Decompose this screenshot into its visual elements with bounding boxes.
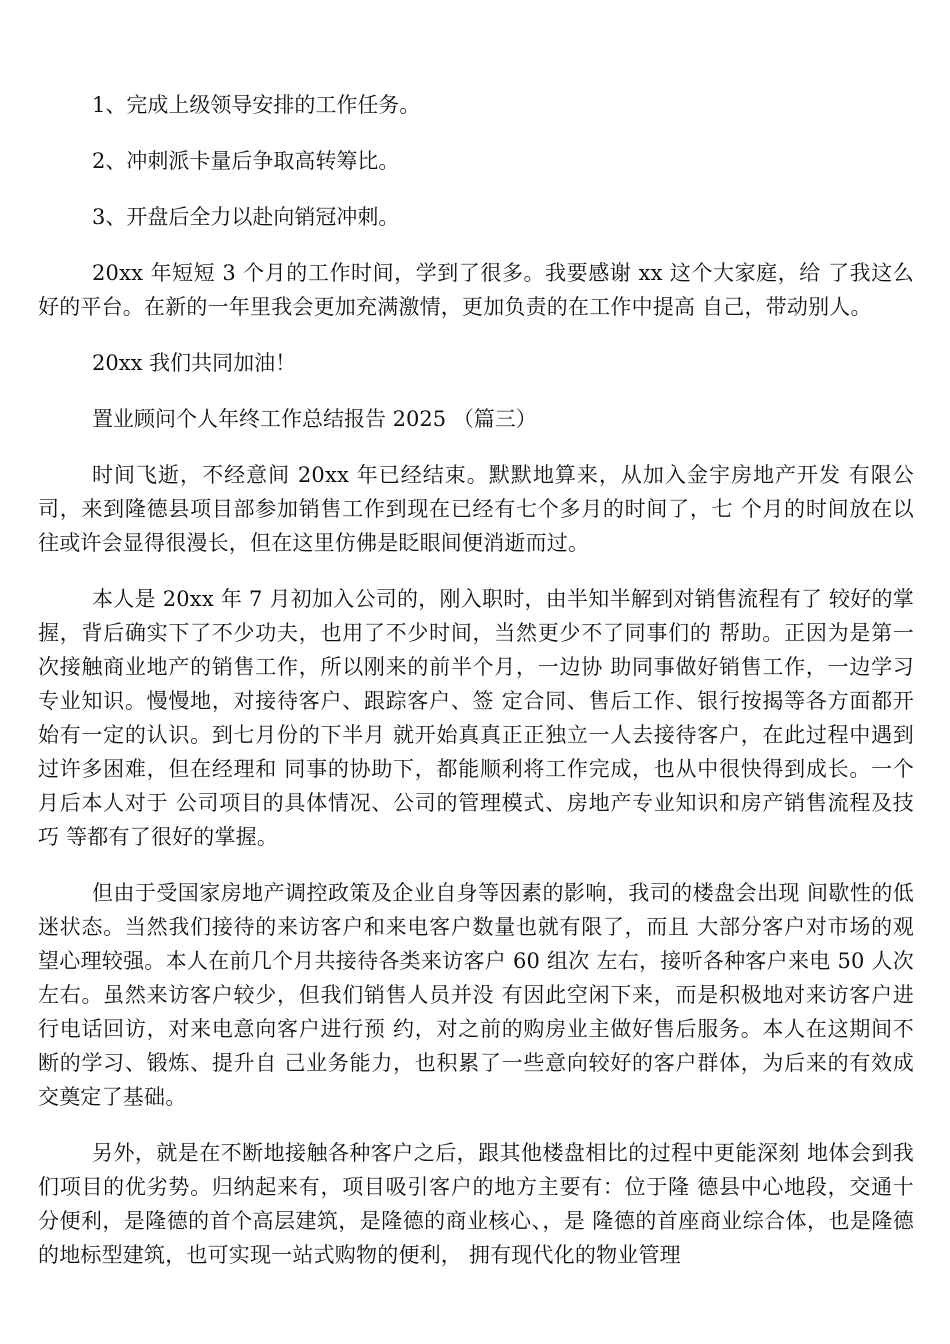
paragraph: 时间飞逝，不经意间 20xx 年已经结束。默默地算来，从加入金宇房地产开发 有限公司，来到隆德县项目部参加销售工作到现在已经有七个多月的时间了，七 个月的时间放在以往或许会显得很漫长，但在这里仿佛是眨眼间便消逝而过。 [38,463,914,555]
list-item: 1、完成上级领导安排的工作任务。 [92,93,421,117]
slogan-line: 20xx 我们共同加油！ [92,351,297,375]
paragraph: 20xx 年短短 3 个月的工作时间，学到了很多。我要感谢 xx 这个大家庭，给 了我这么好的平台。在新的一年里我会更加充满激情，更加负责的在工作中提高 自己，带动别人。 [38,261,914,319]
paragraph: 本人是 20xx 年 7 月初加入公司的，刚入职时，由半知半解到对销售流程有了 较好的掌握，背后确实下了不少功夫，也用了不少时间，当然更少不了同事们的 帮助。正因为是第一次接触商业地产的销售工作，所以刚来的前半个月，一边协 助同事做好销售工作，一边学习专业知识。慢慢地，对接待客户、跟踪客户、签 定合同、售后工作、银行按揭等各方面都开始有一定的认识。到七月份的下半月 就开始真真正正独立一人去接待客户，在此过程中遇到过许多困难，但在经理和 同事的协助下，都能顺利将工作完成，也从中很快得到成长。一个月后本人对于 公司项目的具体情况、公司的管理模式、房地产专业知识和房产销售流程及技巧 等都有了很好的掌握。 [38,587,914,849]
list-item: 3、开盘后全力以赴向销冠冲刺。 [92,205,400,229]
paragraph: 但由于受国家房地产调控政策及企业自身等因素的影响，我司的楼盘会出现 间歇性的低迷状态。当然我们接待的来访客户和来电客户数量也就有限了，而且 大部分客户对市场的观望心理较强。本人在前几个月共接待各类来访客户 60 组次 左右，接听各种客户来电 50 人次左右。虽然来访客户较少，但我们销售人员并没 有因此空闲下来，而是积极地对来访客户进行电话回访，对来电意向客户进行预 约，对之前的购房业主做好售后服务。本人在这期间不断的学习、锻炼、提升自 己业务能力，也积累了一些意向较好的客户群体，为后来的有效成交奠定了基础。 [38,881,914,1109]
paragraph: 另外，就是在不断地接触各种客户之后，跟其他楼盘相比的过程中更能深刻 地体会到我们项目的优劣势。归纳起来有，项目吸引客户的地方主要有：位于隆 德县中心地段，交通十分便利，是隆德的首个高层建筑，是隆德的商业核心、，是 隆德的首座商业综合体，也是隆德的地标型建筑，也可实现一站式购物的便利， 拥有现代化的物业管理 [38,1141,914,1267]
section-heading: 置业顾问个人年终工作总结报告 2025 （篇三） [92,407,537,431]
list-item: 2、冲刺派卡量后争取高转筹比。 [92,149,400,173]
